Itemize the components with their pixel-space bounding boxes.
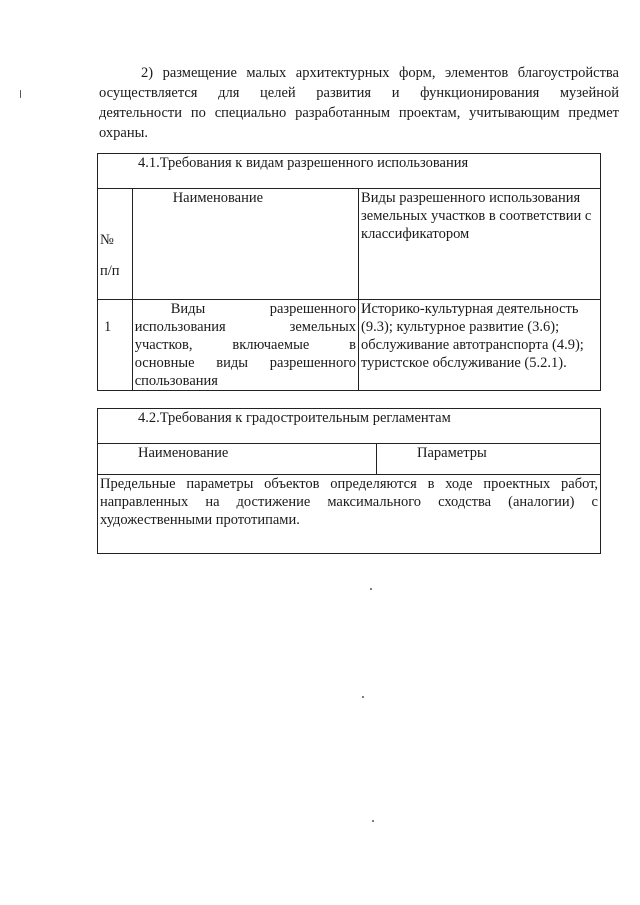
paragraph-line: охраны.: [99, 125, 148, 141]
table-title: 4.2.Требования к градостроительным регламентам: [98, 409, 601, 444]
column-header-name: Наименование: [98, 444, 377, 475]
scan-speck: [370, 588, 372, 590]
paragraph-line: деятельности по специально разработанным проектам, учитывающим предмет: [99, 105, 619, 121]
table-row: [98, 300, 601, 391]
table-row: [98, 475, 601, 554]
urban-regulations-table: [97, 408, 601, 554]
scan-speck: [20, 90, 21, 98]
column-header-name: Наименование: [132, 189, 358, 300]
paragraph-line: 2) размещение малых архитектурных форм, элементов благоустройства: [141, 65, 619, 81]
table-title: 4.1.Требования к видам разрешенного использования: [98, 154, 601, 189]
row-kinds: Историко-культурная деятельность (9.3); культурное развитие (3.6); обслуживание автотранспорта (4.9); туристское обслуживание (5.2.1).: [359, 300, 601, 391]
row-name: Виды разрешенного использования земельных участков, включаемые в основные виды разрешенного спользования: [132, 300, 358, 391]
column-header-params: Параметры: [377, 444, 601, 475]
scan-speck: [362, 696, 364, 698]
row-number: 1: [98, 300, 133, 391]
column-header-kinds: Виды разрешенного использования земельных участков в соответствии с классификатором: [359, 189, 601, 300]
intro-paragraph: [99, 63, 619, 143]
params-text: Предельные параметры объектов определяются в ходе проектных работ, направленных на достижение максимального сходства (аналогии) с художественными прототипами.: [98, 475, 601, 554]
permitted-use-table: [97, 153, 601, 391]
paragraph-line: осуществляется для целей развития и функционирования музейной: [99, 85, 619, 101]
scan-speck: [372, 820, 374, 822]
column-header-number: № п/п: [98, 189, 133, 300]
